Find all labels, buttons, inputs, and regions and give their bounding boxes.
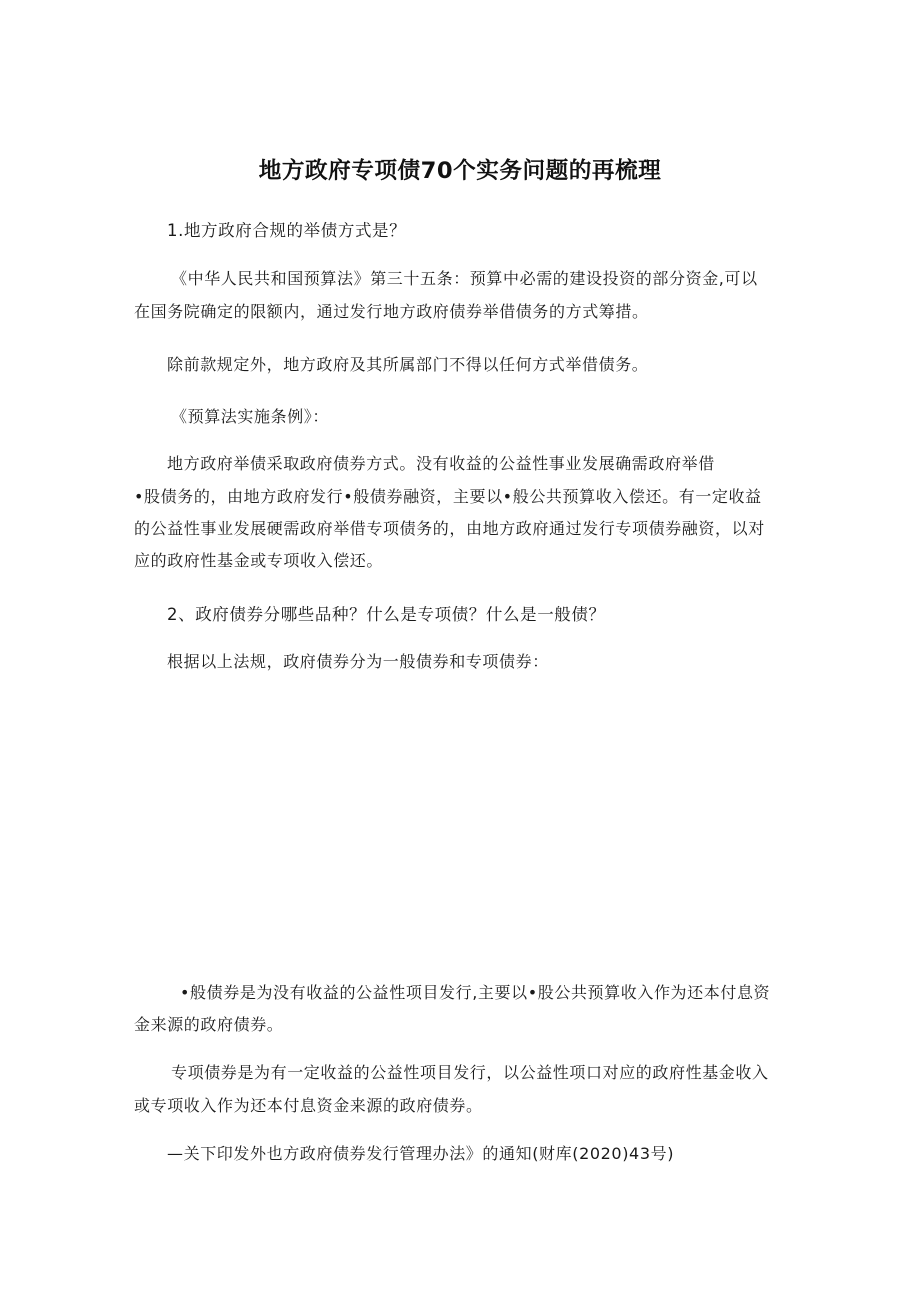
- q1-paragraph-4-line-4: 应的政府性基金或专项收入偿还。: [134, 551, 384, 570]
- question-2-heading: 2、政府债券分哪些品种？什么是专项债？什么是一般债？: [167, 605, 606, 624]
- q1-paragraph-4-line-1: 地方政府举债采取政府债券方式。没有收益的公益性事业发展确需政府举借: [167, 454, 715, 473]
- q1-paragraph-4-line-3: 的公益性事业发展硬需政府举借专项债务的，由地方政府通过发行专项债券融资，以对: [134, 519, 765, 538]
- q2-paragraph-2-line-2: 金来源的政府债券。: [134, 1015, 284, 1034]
- q2-paragraph-3-line-2: 或专项收入作为还本付息资金来源的政府债券。: [134, 1096, 483, 1115]
- q1-paragraph-1-line-2: 在国务院确定的限额内，通过发行地方政府债券举借债务的方式筹措。: [134, 302, 649, 321]
- q1-paragraph-4-line-2: •股债务的，由地方政府发行•般债券融资，主要以•般公共预算收入偿还。有一定收益: [134, 487, 762, 506]
- q1-paragraph-1-line-1: 《中华人民共和国预算法》第三十五条：预算中必需的建设投资的部分资金,可以: [171, 269, 758, 288]
- q2-paragraph-1: 根据以上法规，政府债券分为一般债券和专项债券：: [167, 652, 549, 671]
- document-title: 地方政府专项债70个实务问题的再梳理: [258, 158, 662, 184]
- question-1-heading: 1.地方政府合规的举债方式是？: [167, 221, 407, 240]
- q2-paragraph-2-line-1: •般债券是为没有收益的公益性项目发行,主要以•股公共预算收入作为还本付息资: [180, 983, 771, 1002]
- q1-paragraph-2: 除前款规定外，地方政府及其所属部门不得以任何方式举借债务。: [167, 355, 649, 374]
- q1-paragraph-3: 《预算法实施条例》：: [171, 407, 330, 426]
- q2-paragraph-3-line-1: 专项债券是为有一定收益的公益性项目发行，以公益性项口对应的政府性基金收入: [171, 1063, 769, 1082]
- q2-paragraph-4-citation: —关下印发外也方政府债券发行管理办法》的通知(财库(2020)43号): [167, 1144, 675, 1163]
